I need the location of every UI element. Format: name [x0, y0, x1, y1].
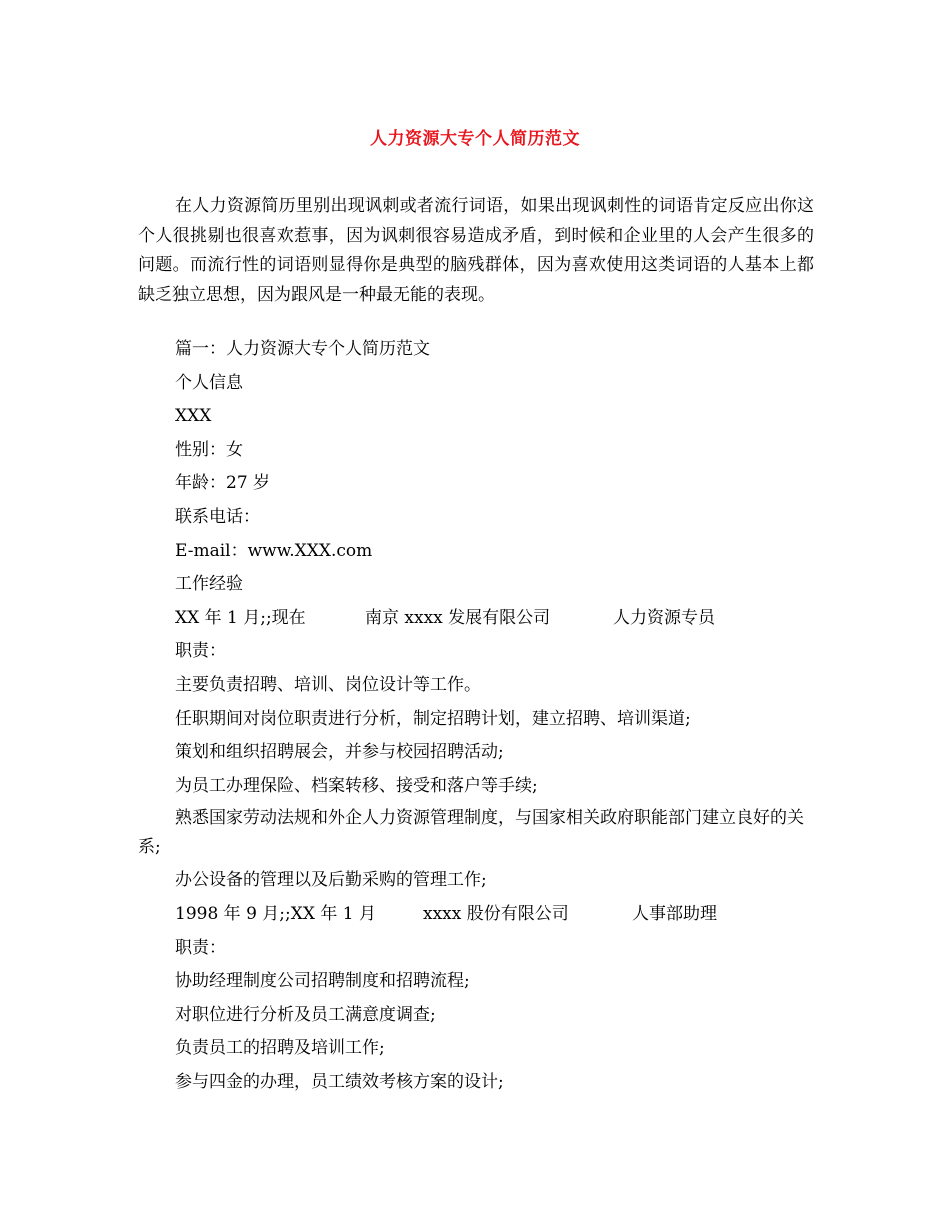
job-1-duty-4: 为员工办理保险、档案转移、接受和落户等手续;	[175, 775, 538, 796]
document-title: 人力资源大专个人简历范文	[370, 129, 580, 149]
job-2-duty-1: 协助经理制度公司招聘制度和招聘流程;	[175, 971, 470, 992]
email-line: E-mail：www.XXX.com	[175, 540, 373, 561]
job-2-position: 人事部助理	[632, 903, 717, 924]
job-1-duty-3: 策划和组织招聘展会，并参与校园招聘活动;	[175, 742, 504, 763]
job-1-duty-6: 办公设备的管理以及后勤采购的管理工作;	[175, 870, 487, 891]
job-1-duty-5: 熟悉国家劳动法规和外企人力资源管理制度，与国家相关政府职能部门建立良好的关系;	[138, 808, 804, 858]
job-1-duty-1: 主要负责招聘、培训、岗位设计等工作。	[175, 674, 481, 695]
job-1-row	[175, 607, 815, 641]
resume-body	[138, 338, 815, 1104]
job-2-company: xxxx 股份有限公司	[423, 903, 569, 924]
gender-line: 性别：女	[175, 439, 243, 460]
section-heading: 篇一：人力资源大专个人简历范文	[175, 339, 430, 359]
job-1-duty-2: 任职期间对岗位职责进行分析，制定招聘计划，建立招聘、培训渠道;	[175, 708, 691, 729]
job-1-period: XX 年 1 月;;现在	[175, 607, 306, 628]
name-line: XXX	[175, 406, 212, 427]
job-1-company: 南京 xxxx 发展有限公司	[365, 607, 551, 628]
phone-line: 联系电话：	[175, 506, 260, 527]
age-line: 年龄：27 岁	[175, 473, 271, 494]
intro-paragraph: 在人力资源简历里别出现讽刺或者流行词语，如果出现讽刺性的词语肯定反应出你这个人很挑剔也很喜欢惹事，因为讽刺很容易造成矛盾，到时候和企业里的人会产生很多的问题。而流行性的词语则显得你是典型的脑残群体，因为喜欢使用这类词语的人基本上都缺乏独立思想，因为跟风是一种最无能的表现。	[138, 196, 814, 305]
job-2-duties-label: 职责：	[175, 937, 226, 958]
job-2-duty-3: 负责员工的招聘及培训工作;	[175, 1038, 385, 1059]
personal-info-heading: 个人信息	[175, 372, 243, 393]
work-experience-heading: 工作经验	[175, 574, 243, 595]
job-1-position: 人力资源专员	[613, 607, 715, 628]
job-2-row	[175, 903, 815, 937]
job-2-duty-4: 参与四金的办理，员工绩效考核方案的设计;	[175, 1071, 504, 1092]
job-1-duties-label: 职责：	[175, 641, 226, 662]
job-2-duty-2: 对职位进行分析及员工满意度调查;	[175, 1004, 436, 1025]
job-2-period: 1998 年 9 月;;XX 年 1 月	[175, 903, 376, 924]
